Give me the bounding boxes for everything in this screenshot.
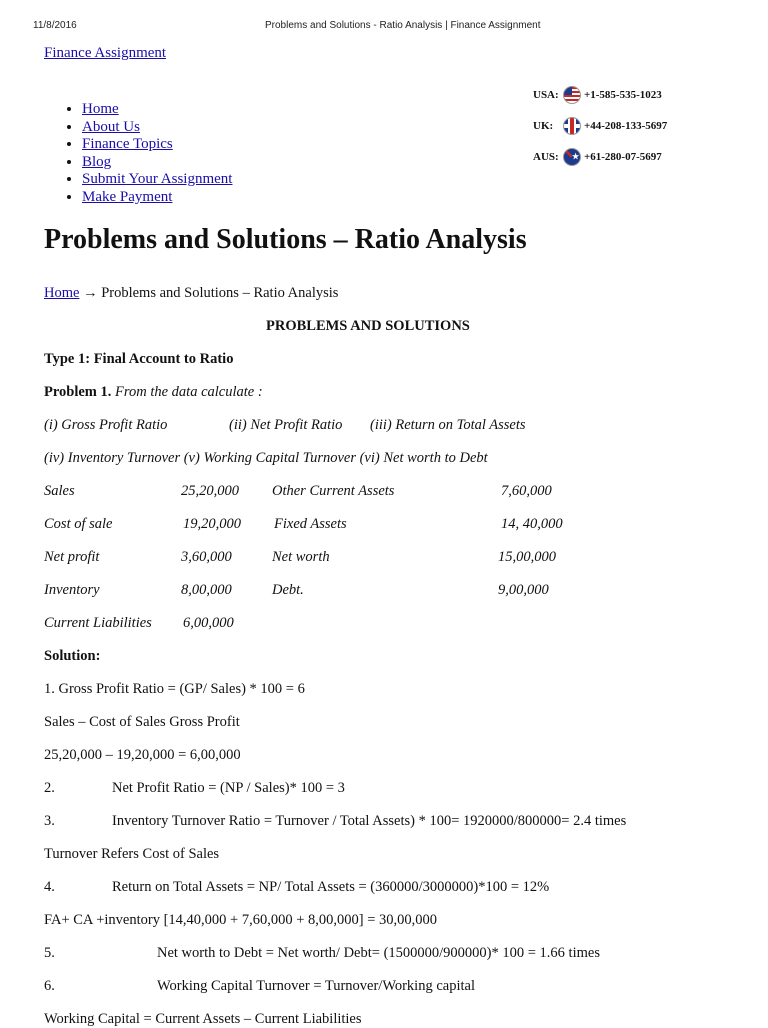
nav-link-payment[interactable]: Make Payment [82,188,173,205]
step-1-calc: 25,20,000 – 19,20,000 = 6,00,000 [44,747,241,763]
data-value: 6,00,000 [183,615,234,631]
data-value: 14, 40,000 [501,516,563,532]
data-value: 3,60,000 [181,549,232,565]
nav-link-home[interactable]: Home [82,101,119,117]
data-value: 9,00,000 [498,582,549,598]
step-5-number: 5. [44,945,55,961]
step-6-number: 6. [44,978,55,994]
contact-aus [533,148,662,166]
print-date: 11/8/2016 [33,20,77,31]
data-label: Debt. [272,582,304,598]
breadcrumb [44,285,338,302]
us-flag-icon [563,86,581,104]
nav-link-finance-topics[interactable]: Finance Topics [82,136,173,153]
section-heading: PROBLEMS AND SOLUTIONS [266,318,470,334]
nav-link-about[interactable]: About Us [82,118,140,135]
step-4-note: FA+ CA +inventory [14,40,000 + 7,60,000 + 8,00,000] = 30,00,000 [44,912,438,928]
data-label: Sales [44,483,75,499]
ratio-items-line2: (iv) Inventory Turnover (v) Working Capital Turnover (vi) Net worth to Debt [44,450,488,466]
contact-country: USA: [533,89,559,101]
uk-flag-icon [563,117,581,135]
step-4: Return on Total Assets = NP/ Total Assets = (360000/3000000)*100 = 12% [112,879,550,895]
contact-usa [533,86,662,104]
step-4-number: 4. [44,879,55,895]
type-prefix: Type 1: [44,351,94,367]
au-flag-icon [563,148,581,166]
breadcrumb-current: Problems and Solutions – Ratio Analysis [101,285,339,301]
contact-phone: +1-585-535-1023 [584,89,662,101]
type-label: Final Account to Ratio [93,351,234,367]
data-label: Net worth [272,549,330,565]
data-label: Inventory [44,582,100,598]
step-1-note: Sales – Cost of Sales Gross Profit [44,714,240,730]
step-6-note: Working Capital = Current Assets – Current Liabilities [44,1011,362,1027]
nav-item-home [82,101,232,119]
data-label: Other Current Assets [272,483,395,499]
contact-uk [533,117,667,135]
breadcrumb-separator: → [79,285,102,301]
step-3-number: 3. [44,813,55,829]
site-home-link[interactable]: Finance Assignment [44,45,167,61]
nav-link-submit[interactable]: Submit Your Assignment [82,171,233,188]
data-value: 25,20,000 [181,483,239,499]
nav-link-blog[interactable]: Blog [82,153,112,170]
problem-label: Problem 1. [44,384,112,400]
ratio-item-2: (ii) Net Profit Ratio [229,417,343,433]
main-nav [60,101,232,207]
nav-item-blog [82,154,232,172]
step-2-number: 2. [44,780,55,796]
contact-phone: +61-280-07-5697 [584,151,662,163]
contact-phone: +44-208-133-5697 [584,120,668,132]
step-2: Net Profit Ratio = (NP / Sales)* 100 = 3 [112,780,345,796]
ratio-item-3: (iii) Return on Total Assets [370,417,526,433]
nav-item-finance-topics [82,136,232,154]
data-label: Fixed Assets [274,516,347,532]
data-value: 8,00,000 [181,582,232,598]
data-value: 15,00,000 [498,549,556,565]
problem-line [44,384,263,401]
print-page-title: Problems and Solutions - Ratio Analysis | Finance Assignment [265,20,541,31]
data-label: Cost of sale [44,516,113,532]
data-label: Net profit [44,549,100,565]
nav-item-payment [82,189,232,207]
contact-country: UK: [533,120,554,132]
contact-country: AUS: [533,151,559,163]
data-value: 19,20,000 [183,516,241,532]
type-line [44,351,233,368]
problem-text: From the data calculate : [111,384,263,400]
solution-label: Solution: [44,648,101,664]
step-3-note: Turnover Refers Cost of Sales [44,846,220,862]
data-value: 7,60,000 [501,483,552,499]
step-3: Inventory Turnover Ratio = Turnover / Total Assets) * 100= 1920000/800000= 2.4 times [112,813,627,829]
nav-item-submit [82,171,232,189]
step-6: Working Capital Turnover = Turnover/Working capital [157,978,475,994]
step-1: 1. Gross Profit Ratio = (GP/ Sales) * 100 = 6 [44,681,305,697]
breadcrumb-home-link[interactable]: Home [44,285,80,301]
step-5: Net worth to Debt = Net worth/ Debt= (1500000/900000)* 100 = 1.66 times [157,945,600,961]
page-title: Problems and Solutions – Ratio Analysis [44,224,527,255]
ratio-item-1: (i) Gross Profit Ratio [44,417,168,433]
nav-item-about [82,119,232,137]
data-label: Current Liabilities [44,615,152,631]
